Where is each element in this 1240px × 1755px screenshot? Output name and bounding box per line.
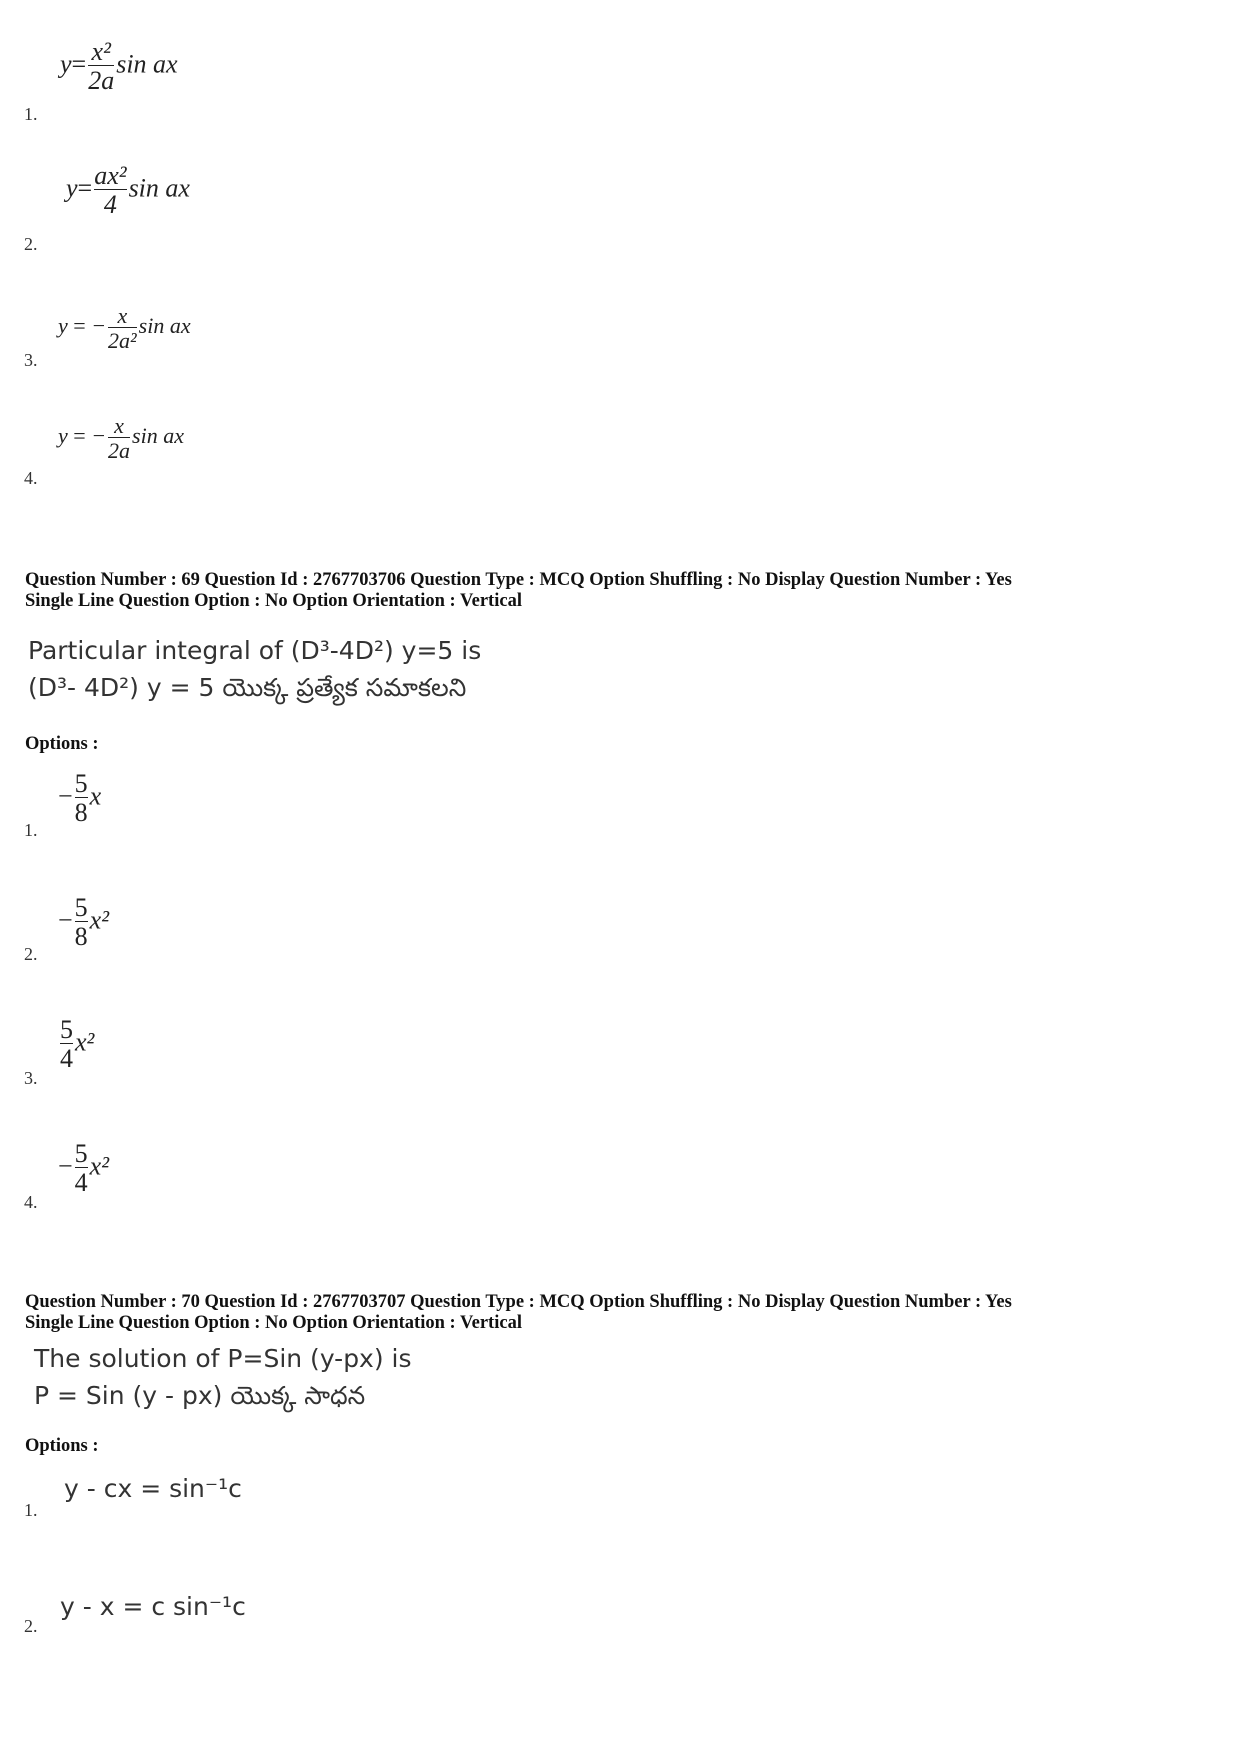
option-tail: sin ax <box>128 173 190 203</box>
option-fraction <box>60 1016 73 1073</box>
fraction-numerator: x² <box>91 37 111 66</box>
option-eq: = <box>77 173 93 203</box>
fraction-denominator: 2a <box>88 66 115 96</box>
fraction-denominator: 2a <box>108 438 131 464</box>
fraction-numerator: 5 <box>74 1139 88 1168</box>
q70-text-telugu: P = Sin (y - px) యొక్క సాధన <box>34 1381 366 1410</box>
option-eq: = <box>73 423 86 449</box>
prev-option-3 <box>58 304 191 352</box>
option-fraction <box>108 304 137 352</box>
fraction-numerator: ax² <box>94 161 127 190</box>
q70-meta-line1: Question Number : 70 Question Id : 2767703707 Question Type : MCQ Option Shuffling : No Display Question Number : Yes <box>25 1292 1012 1312</box>
q69-option-2-number: 2. <box>24 944 38 964</box>
q69-options-label: Options : <box>25 734 99 754</box>
option-fraction <box>108 414 130 462</box>
option-tail: sin ax <box>138 313 191 339</box>
option-lhs: y <box>58 313 68 339</box>
option-sign: − <box>58 1151 73 1181</box>
fraction-numerator: 5 <box>74 893 88 922</box>
q69-option-2[interactable] <box>58 894 109 951</box>
q70-option-2[interactable]: y - x = c sin⁻¹c <box>60 1592 246 1621</box>
fraction-numerator: x <box>114 413 124 438</box>
option-tail: x <box>89 781 102 811</box>
prev-option-2-number: 2. <box>24 234 38 254</box>
option-eq: = <box>73 313 86 339</box>
option-eq: = <box>71 49 87 79</box>
option-tail: sin ax <box>116 49 178 79</box>
q70-option-1[interactable]: y - cx = sin⁻¹c <box>64 1474 242 1503</box>
q69-meta-line2: Single Line Question Option : No Option Orientation : Vertical <box>25 591 522 611</box>
q69-text-english: Particular integral of (D³-4D²) y=5 is <box>28 636 482 665</box>
fraction-numerator: x <box>117 303 128 328</box>
fraction-denominator: 8 <box>74 798 88 828</box>
q69-meta <box>25 570 1012 612</box>
option-lhs: y <box>58 423 68 449</box>
prev-option-1-number: 1. <box>24 104 38 124</box>
option-lhs: y <box>60 49 72 79</box>
q69-text-telugu: (D³- 4D²) y = 5 యొక్క ప్రత్యేక సమాకలని <box>28 673 467 702</box>
q69-option-4[interactable] <box>58 1140 109 1197</box>
prev-option-4-number: 4. <box>24 468 38 488</box>
q70-question-text <box>34 1340 412 1414</box>
option-sign: − <box>91 423 107 449</box>
q70-option-2-number: 2. <box>24 1616 38 1636</box>
option-lhs: y <box>66 173 78 203</box>
option-sign: − <box>91 313 107 339</box>
fraction-denominator: 2a² <box>108 328 137 354</box>
prev-option-2 <box>66 162 190 219</box>
option-tail: x² <box>89 1151 110 1181</box>
option-sign: − <box>58 905 73 935</box>
fraction-denominator: 4 <box>94 189 126 218</box>
option-fraction <box>94 162 126 219</box>
option-tail: sin ax <box>132 423 184 449</box>
prev-option-1 <box>60 38 178 95</box>
option-fraction <box>75 894 88 951</box>
option-fraction <box>75 1140 88 1197</box>
q69-option-1[interactable] <box>58 770 101 827</box>
q70-text-english: The solution of P=Sin (y-px) is <box>34 1344 412 1373</box>
q70-meta-line2: Single Line Question Option : No Option Orientation : Vertical <box>25 1313 522 1333</box>
prev-option-3-number: 3. <box>24 350 38 370</box>
fraction-denominator: 4 <box>74 1168 88 1198</box>
q69-option-4-number: 4. <box>24 1192 38 1212</box>
q69-option-3[interactable] <box>58 1016 94 1073</box>
option-fraction <box>75 770 88 827</box>
fraction-numerator: 5 <box>60 1015 73 1044</box>
q69-option-1-number: 1. <box>24 820 38 840</box>
option-sign: − <box>58 781 73 811</box>
option-tail: x² <box>89 905 110 935</box>
fraction-denominator: 8 <box>74 922 88 952</box>
option-fraction <box>88 38 114 95</box>
option-tail: x² <box>75 1027 95 1057</box>
q69-question-text <box>28 632 481 706</box>
q70-options-label: Options : <box>25 1436 99 1456</box>
q70-meta <box>25 1292 1012 1334</box>
q69-option-3-number: 3. <box>24 1068 38 1088</box>
prev-option-4 <box>58 414 184 462</box>
fraction-denominator: 4 <box>60 1044 73 1074</box>
fraction-numerator: 5 <box>74 769 88 798</box>
q70-option-1-number: 1. <box>24 1500 38 1520</box>
q69-meta-line1: Question Number : 69 Question Id : 2767703706 Question Type : MCQ Option Shuffling : No Display Question Number : Yes <box>25 570 1012 590</box>
